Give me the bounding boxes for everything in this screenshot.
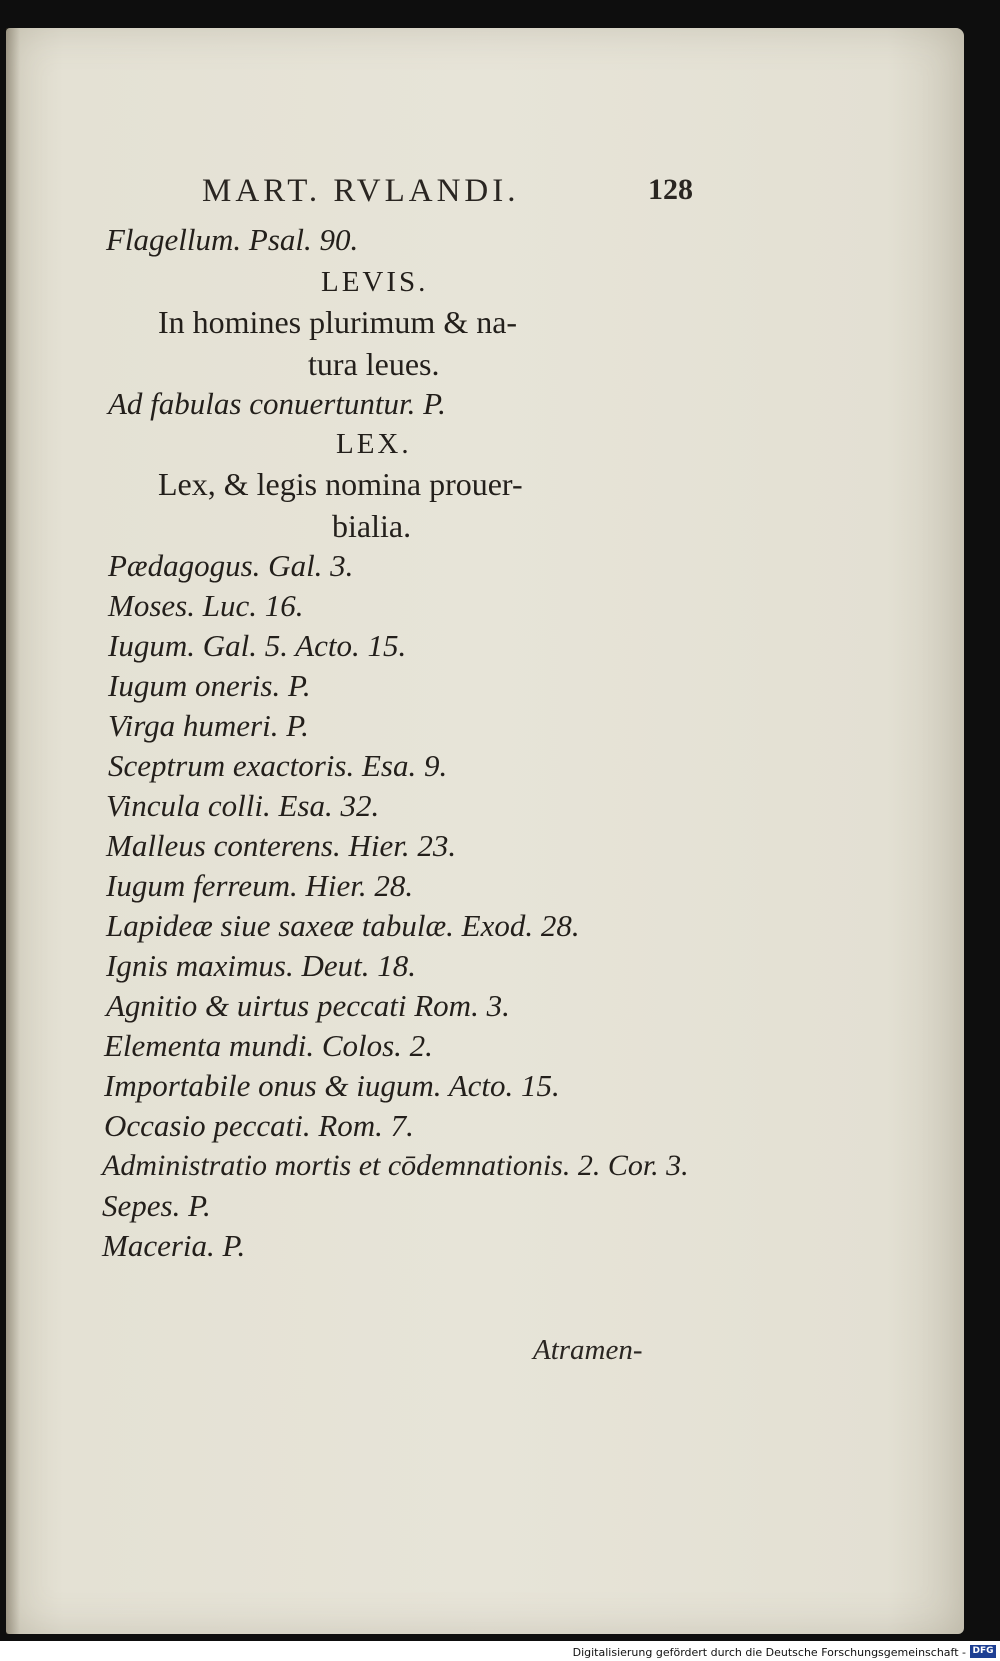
text-line: Malleus conterens. Hier. 23. (106, 828, 457, 863)
text-line: Administratio mortis et cōdemnationis. 2. Cor. 3. (102, 1149, 689, 1182)
section-subheading: In homines plurimum & na- (158, 304, 518, 340)
text-line: Ignis maximus. Deut. 18. (106, 948, 416, 983)
text-line: Iugum. Gal. 5. Acto. 15. (108, 628, 407, 663)
text-line: Agnitio & uirtus peccati Rom. 3. (106, 988, 510, 1023)
text-line: Lapideæ siue saxeæ tabulæ. Exod. 28. (106, 908, 580, 943)
text-line: Iugum ferreum. Hier. 28. (106, 868, 414, 903)
section-subheading: tura leues. (308, 346, 440, 382)
section-subheading: bialia. (332, 508, 412, 544)
text-line: Importabile onus & iugum. Acto. 15. (104, 1068, 560, 1103)
text-line: Flagellum. Psal. 90. (106, 222, 359, 257)
page-header (6, 173, 964, 213)
text-line: Iugum oneris. P. (108, 668, 311, 703)
section-heading-levis: LEVIS. (321, 266, 429, 298)
catchword: Atramen- (533, 1334, 643, 1366)
text-line: Occasio peccati. Rom. 7. (104, 1108, 414, 1143)
spine-shadow (6, 28, 20, 1634)
text-line: Moses. Luc. 16. (108, 588, 304, 623)
section-heading-lex: LEX. (336, 428, 412, 460)
text-line: Maceria. P. (102, 1228, 246, 1263)
running-head: MART. RVLANDI. (202, 173, 520, 209)
text-line: Sepes. P. (102, 1188, 211, 1223)
book-page (6, 28, 964, 1634)
text-line: Sceptrum exactoris. Esa. 9. (108, 748, 448, 783)
funding-credit: Digitalisierung gefördert durch die Deutsche Forschungsgemeinschaft - (572, 1646, 966, 1659)
text-line: Pædagogus. Gal. 3. (108, 548, 354, 583)
text-line: Virga humeri. P. (108, 708, 309, 743)
section-subheading: Lex, & legis nomina prouer- (158, 466, 523, 502)
text-line: Ad fabulas conuertuntur. P. (108, 386, 446, 421)
text-line: Elementa mundi. Colos. 2. (104, 1028, 433, 1063)
text-line: Vincula colli. Esa. 32. (106, 788, 380, 823)
digitization-footer (0, 1641, 1000, 1661)
dfg-logo: DFG (970, 1645, 996, 1658)
page-number: 128 (648, 173, 693, 206)
